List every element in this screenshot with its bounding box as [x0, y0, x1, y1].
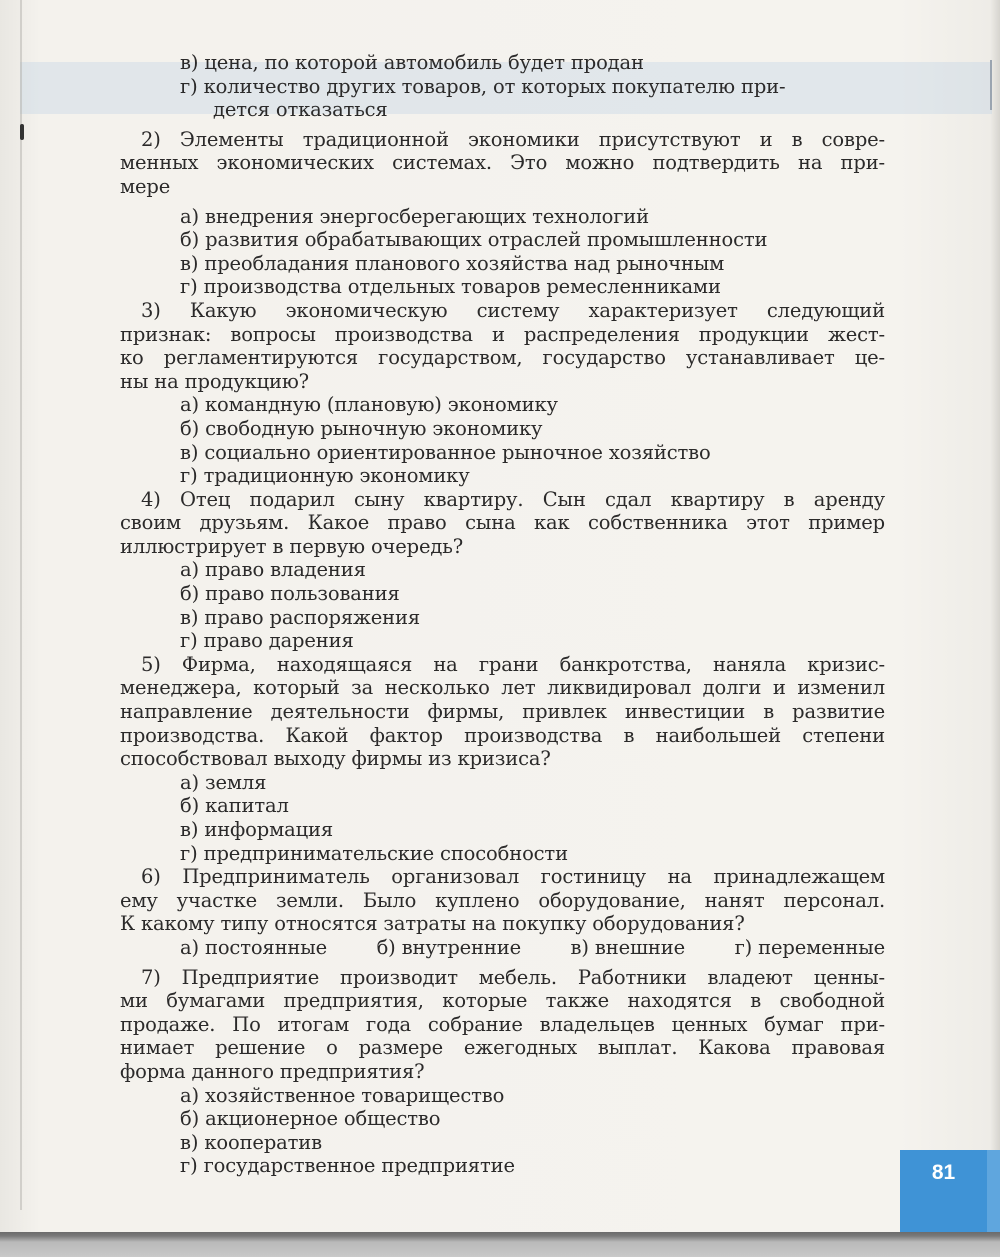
question-line: 5) Фирма, находящаяся на грани банкротства, наняла кризис- — [141, 652, 885, 676]
page-number-badge — [900, 1150, 987, 1232]
option-label: б) — [376, 935, 396, 959]
option-item — [120, 1107, 885, 1131]
option-label: г) — [180, 275, 198, 299]
option-item — [120, 842, 885, 866]
question-line: менеджера, который за несколько лет ликвидировал долги и изменил — [120, 676, 885, 700]
question-number: 3) — [141, 298, 161, 322]
option-label: в) — [180, 440, 199, 464]
carryover-options — [120, 51, 885, 122]
question-line: своим друзьям. Какое право сына как собственника этот пример — [120, 511, 885, 535]
option-item — [120, 393, 885, 417]
option-label: а) — [180, 204, 199, 228]
option-item — [120, 441, 885, 465]
question-4 — [120, 488, 885, 653]
question-line: производства. Какой фактор производства в наибольшей степени — [120, 723, 885, 747]
option-text: право пользования — [205, 582, 400, 606]
question-line: продаже. По итогам года собрание владельцев ценных бумаг при- — [120, 1012, 885, 1036]
option-label: а) — [180, 770, 199, 794]
question-line: К какому типу относятся затраты на покупку оборудования? — [120, 912, 745, 936]
option-text: право владения — [205, 558, 366, 582]
question-line: менных экономических системах. Это можно подтвердить на при- — [120, 151, 885, 175]
option-text: переменные — [758, 935, 885, 959]
option-item — [735, 936, 885, 960]
option-item — [120, 417, 885, 441]
page-edge-mark — [990, 60, 992, 110]
question-line: 6) Предприниматель организовал гостиницу на принадлежащем — [141, 865, 885, 889]
option-text: капитал — [205, 794, 289, 818]
option-item — [120, 771, 885, 795]
option-text: преобладания планового хозяйства над рыночным — [204, 251, 725, 275]
option-label: б) — [180, 1107, 200, 1131]
option-text: постоянные — [205, 935, 328, 959]
option-item — [120, 629, 885, 653]
option-item — [120, 1084, 885, 1108]
option-item — [120, 582, 885, 606]
inline-options — [120, 936, 885, 960]
page-content — [120, 51, 885, 1178]
option-label: а) — [180, 1083, 199, 1107]
binding-line — [20, 0, 22, 1210]
option-text: традиционную экономику — [203, 464, 470, 488]
question-3 — [120, 299, 885, 488]
question-number: 4) — [141, 487, 161, 511]
option-label: а) — [180, 558, 199, 582]
question-line: иллюстрирует в первую очередь? — [120, 534, 464, 558]
binding-mark — [20, 124, 24, 140]
question-line: мере — [120, 174, 171, 198]
question-line: способствовал выходу фирмы из кризиса? — [120, 747, 551, 771]
option-item — [120, 818, 885, 842]
option-label: а) — [180, 935, 199, 959]
option-text: производства отдельных товаров ремесленниками — [203, 275, 721, 299]
option-item — [120, 794, 885, 818]
question-line: признак: вопросы производства и распределения продукции жест- — [120, 322, 885, 346]
option-label: г) — [180, 74, 198, 98]
option-label: в) — [180, 51, 199, 74]
option-text: акционерное общество — [205, 1107, 441, 1131]
option-text: информация — [204, 818, 333, 841]
question-line: 4) Отец подарил сыну квартиру. Сын сдал квартиру в аренду — [141, 487, 885, 511]
question-number: 2) — [141, 127, 161, 151]
option-text: государственное предприятие — [203, 1154, 515, 1178]
option-text: социально ориентированное рыночное хозяйство — [204, 440, 711, 464]
option-label: а) — [180, 393, 199, 417]
option-item — [571, 936, 686, 960]
question-line: 7) Предприятие производит мебель. Работники владеют ценны- — [141, 965, 885, 989]
option-text: внутренние — [401, 935, 521, 959]
option-text: земля — [205, 770, 267, 794]
option-item — [377, 936, 521, 960]
option-label: г) — [180, 1154, 198, 1178]
question-line: направление деятельности фирмы, привлек инвестиции в развитие — [120, 700, 885, 724]
option-label: б) — [180, 228, 200, 252]
question-number: 6) — [141, 865, 161, 889]
option-item — [180, 936, 327, 960]
option-item — [120, 51, 885, 75]
option-item — [120, 275, 885, 299]
option-text: свободную рыночную экономику — [205, 416, 543, 440]
option-item — [120, 228, 885, 252]
option-item — [120, 75, 885, 99]
option-text: внешние — [594, 935, 686, 959]
question-line: ему участке земли. Было куплено оборудование, нанят персонал. — [120, 888, 885, 912]
question-6 — [120, 865, 885, 959]
option-label: г) — [180, 841, 198, 865]
option-item — [120, 1131, 885, 1155]
option-item — [120, 464, 885, 488]
question-line: ми бумагами предприятия, которые также находятся в свободной — [120, 989, 885, 1013]
option-text: командную (плановую) экономику — [205, 393, 558, 417]
option-item — [120, 1154, 885, 1178]
option-continuation — [120, 98, 885, 122]
option-text: развития обрабатывающих отраслей промышленности — [205, 228, 768, 252]
page-badge-edge — [987, 1150, 1000, 1232]
question-line: 2) Элементы традиционной экономики присутствуют и в совре- — [141, 127, 885, 151]
option-label: г) — [180, 464, 198, 488]
option-text: внедрения энергосберегающих технологий — [205, 204, 649, 228]
option-text: право распоряжения — [204, 605, 421, 629]
option-text: право дарения — [203, 629, 354, 653]
option-item — [120, 205, 885, 229]
option-item — [120, 252, 885, 276]
scan-bottom-edge — [0, 1232, 1000, 1257]
option-label: в) — [180, 1130, 199, 1154]
option-label: в) — [180, 251, 199, 275]
question-5 — [120, 653, 885, 865]
option-text: количество других товаров, от которых покупателю при- — [203, 74, 786, 98]
option-label: б) — [180, 582, 200, 606]
option-label: г) — [180, 629, 198, 653]
question-line: 3) Какую экономическую систему характеризует следующий — [141, 298, 885, 322]
option-label: б) — [180, 794, 200, 818]
question-2 — [120, 128, 885, 299]
option-item — [120, 558, 885, 582]
question-line: ны на продукцию? — [120, 369, 309, 393]
option-text: хозяйственное товарищество — [205, 1083, 505, 1107]
question-7 — [120, 966, 885, 1178]
option-label: в) — [570, 935, 589, 959]
question-line: ко регламентируются государством, государство устанавливает це- — [120, 346, 885, 370]
question-line: форма данного предприятия? — [120, 1059, 425, 1083]
option-text: кооператив — [204, 1130, 322, 1154]
question-number: 5) — [141, 652, 161, 676]
option-label: в) — [180, 605, 199, 629]
question-number: 7) — [141, 965, 161, 989]
question-line: нимает решение о размере ежегодных выплат. Какова правовая — [120, 1036, 885, 1060]
option-label: б) — [180, 416, 200, 440]
page-number: 81 — [931, 1161, 956, 1184]
option-text: цена, по которой автомобиль будет продан — [204, 51, 644, 74]
option-text: дется отказаться — [213, 98, 388, 122]
option-text: предпринимательские способности — [203, 841, 568, 865]
option-label: в) — [180, 818, 199, 841]
option-label: г) — [734, 935, 753, 959]
option-item — [120, 606, 885, 630]
